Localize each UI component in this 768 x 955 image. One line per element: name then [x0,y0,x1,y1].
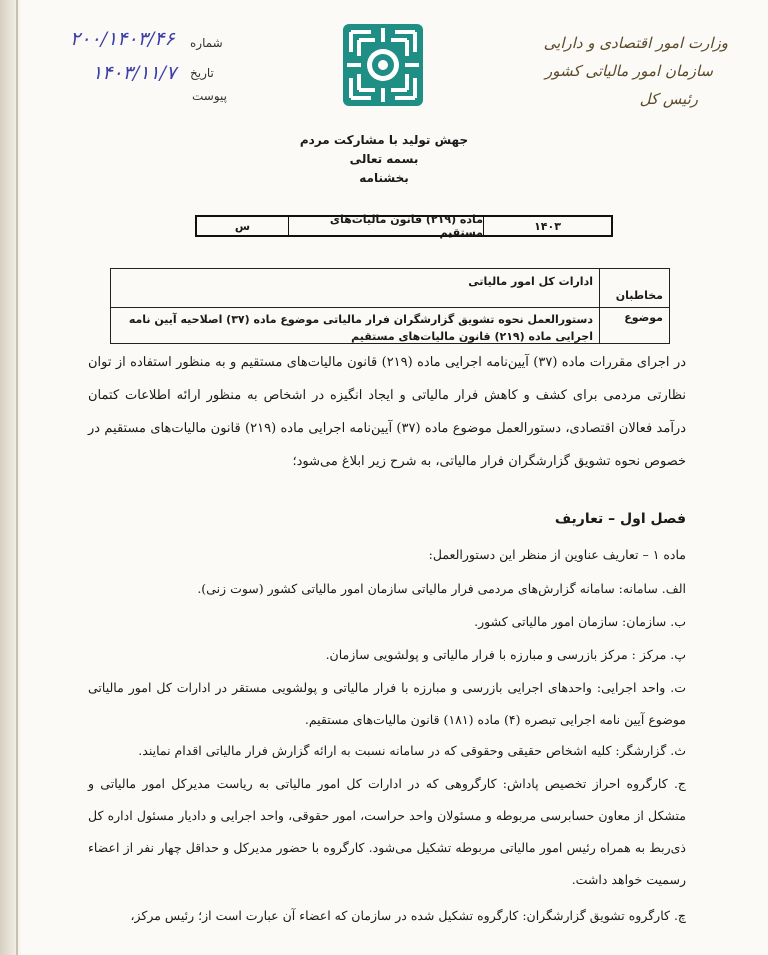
ministry-line-2: سازمان امور مالیاتی کشور [545,62,713,80]
reference-strip [195,215,613,237]
ref-year: ۱۴۰۳ [483,217,611,235]
slogan: جهش تولید با مشارکت مردم [299,133,469,147]
definition-pe: پ. مرکز : مرکز بازرسی و مبارزه با فرار مالیاتی و پولشویی سازمان. [325,647,686,662]
recipients-value: ادارات کل امور مالیاتی [468,275,593,288]
ref-code: س [234,219,251,233]
number-label: شماره [190,36,223,50]
chapter-title: فصل اول – تعاریف [554,511,686,527]
definition-se: ث. گزارشگر: کلیه اشخاص حقیقی وحقوقی که در سامانه نسبت به ارائه گزارش فرار مالیاتی اقدام نمایند. [138,743,686,758]
basmala: بسمه تعالی [349,152,419,166]
ministry-line-1: وزارت امور اقتصادی و دارایی [543,34,728,52]
address-table [110,268,670,344]
definition-be: ب. سازمان: سازمان امور مالیاتی کشور. [474,614,686,629]
letter-number: ۲۰۰/۱۴۰۳/۴۶ [70,28,175,50]
definition-alef: الف. سامانه: سامانه گزارش‌های مردمی فرار مالیاتی سازمان امور مالیاتی کشور (سوت زنی). [197,581,686,596]
attachment-label: پیوست [192,89,227,103]
ministry-line-3: رئیس کل [639,90,698,108]
definition-che: چ. کارگروه تشویق گزارشگران: کارگروه تشکیل شده در سازمان که اعضاء آن عبارت است از؛ رئیس مرکز، [130,908,686,923]
definition-te: ت. واحد اجرایی: واحدهای اجرایی بازرسی و مبارزه با فرار مالیاتی و پولشویی مستقر در ادارات کل امور مالیاتی موضوع آیین نامه اجرایی تبصره (۴) ماده (۱۸۱) قانون مالیات‌های مستقیم. [88,680,686,727]
article-intro: ماده ۱ – تعاریف عناوین از منظر این دستورالعمل: [428,547,686,562]
ref-law-article: ماده (۲۱۹) قانون مالیات‌های مستقیم [288,217,483,235]
letter-date: ۱۴۰۳/۱۱/۷ [92,62,177,84]
subject-value: دستورالعمل نحوه تشویق گزارشگران فرار مالیاتی موضوع ماده (۳۷) اصلاحیه آیین نامه اجرایی ماده (۲۱۹) قانون مالیات‌های مستقیم [128,313,593,343]
document-type: بخشنامه [359,171,409,185]
date-label: تاریخ [190,66,214,80]
recipients-label: مخاطبان [599,269,669,307]
subject-label: موضوع [599,307,669,343]
definition-jim: ج. کارگروه احراز تخصیص پاداش: کارگروهی که در ادارات کل امور مالیاتی به ریاست مدیرکل امور مالیاتی و متشکل از معاون حسابرسی مربوطه و مسئولان واحد حراست، امور حقوقی، واحد اجرایی و دادیار مسئول اداره کل ذی‌ربط به همراه رئیس امور مالیاتی مربوطه تشکیل می‌شود. کارگروه با حضور مدیرکل و حداقل چهار نفر از اعضاء رسمیت خواهد داشت. [88,776,686,887]
emblem-logo [341,22,425,108]
intro-paragraph: در اجرای مقررات ماده (۳۷) آیین‌نامه اجرایی ماده (۲۱۹) قانون مالیات‌های مستقیم و به منظور استفاده از توان نظارتی مردمی برای کشف و کاهش فرار مالیاتی و ایجاد انگیزه در اشخاص به منظور ارائه اطلاعات کتمان درآمد فعالان اقتصادی، دستورالعمل موضوع ماده (۳۷) آیین‌نامه اجرایی ماده (۲۱۹) قانون مالیات‌های مستقیم در خصوص نحوه تشویق گزارشگران فرار مالیاتی، به شرح زیر ابلاغ می‌شود؛ [88,355,687,469]
